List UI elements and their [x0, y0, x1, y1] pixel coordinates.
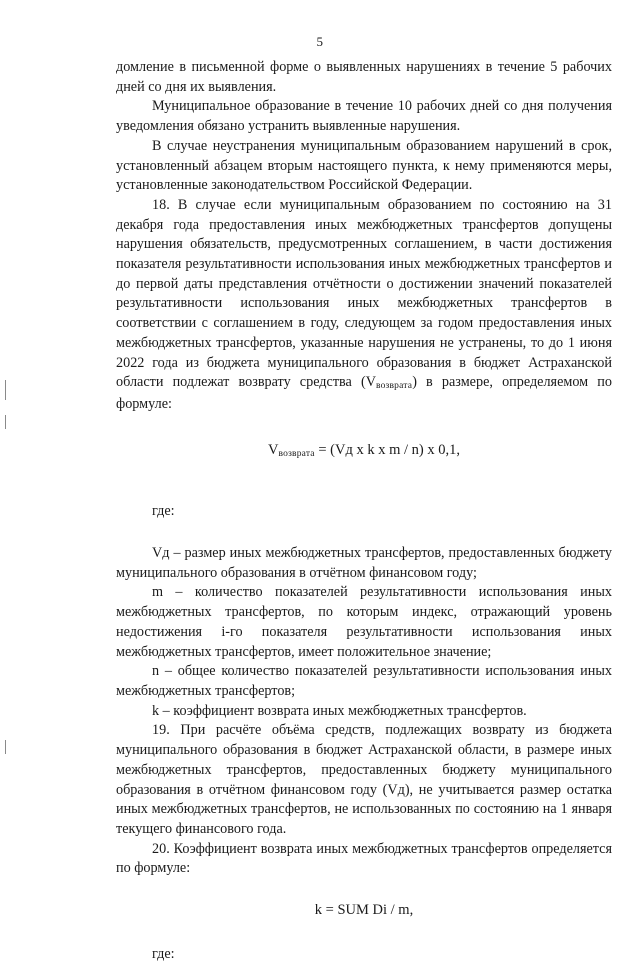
subscript-vozvrata: возврата [375, 381, 413, 392]
where-label: где: [152, 503, 175, 520]
paragraph-measures: В случае неустранения муниципальным образованием нарушений в срок, установленный абзацем вторым настоящего пункта, к нему применяются меры, установленные законодательством Российской Федерации. [116, 137, 612, 194]
formula-body: = (Vд x k x m / n) x 0,1, [314, 441, 460, 458]
paragraph-continuation: домление в письменной форме о выявленных нарушениях в течение 5 рабочих дней со дня их выявления. [116, 59, 612, 95]
page-number: 5 [316, 34, 324, 49]
definition-k: k – коэффициент возврата иных межбюджетных трансфертов. [152, 702, 527, 719]
paragraph-18 [116, 196, 612, 415]
definition-m: m – количество показателей результативности использования иных межбюджетных трансфертов, по которым индекс, отражающий уровень недостижения i-го показателя результативности использования иных межбюджетных трансфертов, имеет положительное значение; [116, 584, 612, 660]
paragraph-20: 20. Коэффициент возврата иных межбюджетных трансфертов определяется по формуле: [116, 840, 612, 877]
scan-margin-mark [5, 415, 6, 429]
document-body [116, 58, 612, 964]
scan-margin-mark [5, 380, 6, 400]
paragraph-18-text: 18. В случае если муниципальным образованием по состоянию на 31 декабря года предоставления иных межбюджетных трансфертов допущены нарушения обязательств, предусмотренных соглашением, в части достижения показателя результативности использования иных межбюджетных трансфертов и до первой даты представления отчётности о достижении значений показателей результативности использования иных межбюджетных трансфертов в соответствии с соглашением в году, следующем за годом предоставления иных межбюджетных трансфертов, указанные нарушения не устранены, то до 1 июня 2022 года из бюджета муниципального образования в бюджет Астраханской области подлежат возврату средства (V [116, 196, 612, 391]
paragraph-deadline: Муниципальное образование в течение 10 рабочих дней со дня получения уведомления обязано устранить выявленные нарушения. [116, 98, 612, 135]
definition-vd: Vд – размер иных межбюджетных трансфертов, предоставленных бюджету муниципального образования в отчётном финансовом году; [116, 545, 612, 581]
definition-n: n – общее количество показателей результативности использования иных межбюджетных трансфертов; [116, 663, 612, 699]
where-label-2: где: [152, 945, 175, 962]
paragraph-19: 19. При расчёте объёма средств, подлежащих возврату из бюджета муниципального образования в бюджет Астраханской области, в размере иных межбюджетных трансфертов, предоставленных бюджету муниципального образования в отчётном финансовом году (Vд), не учитывается размер остатка иных межбюджетных трансфертов, не использованных по состоянию на 1 января текущего финансового года. [116, 722, 612, 837]
formula-coefficient: k = SUM Di / m, [314, 902, 414, 919]
formula-v: V [268, 441, 279, 458]
formula-subscript: возврата [278, 448, 315, 459]
scan-margin-mark [5, 740, 6, 754]
formula-return-volume [116, 441, 612, 463]
paragraph-18-tail: ) в размере, определяемом по формуле: [116, 374, 612, 412]
